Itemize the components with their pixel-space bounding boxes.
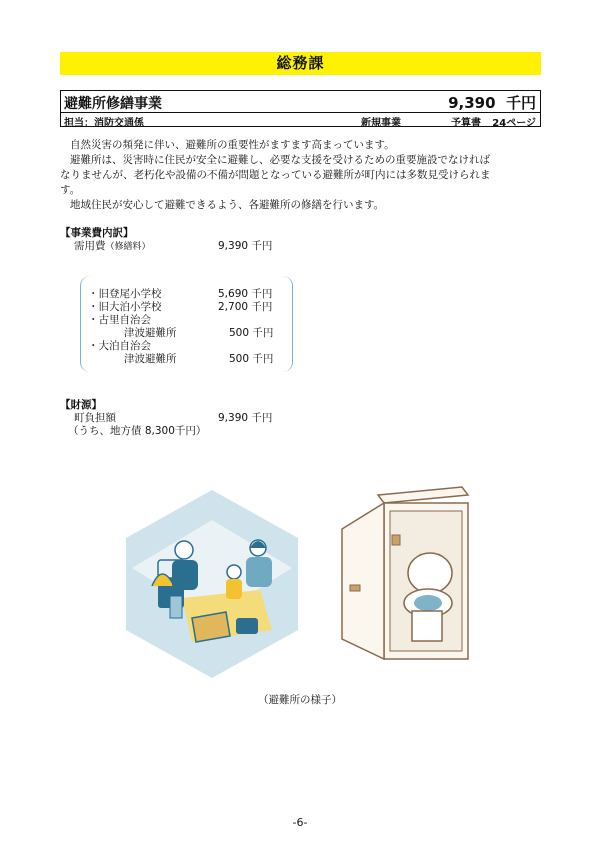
portable-toilet-illustration	[338, 485, 488, 667]
description-line: す。	[60, 184, 81, 196]
detail-label: ・旧大泊小学校	[88, 301, 162, 313]
detail-label: 津波避難所	[124, 353, 177, 365]
detail-label: ・古里自治会	[88, 314, 151, 326]
funding-heading: 【財源】	[60, 399, 102, 411]
project-title: 避難所修繕事業	[64, 96, 162, 112]
detail-amount: 2,700 千円	[218, 301, 273, 313]
breakdown-item-label: 需用費（修繕料）	[74, 240, 151, 252]
department-title: 総務課	[276, 54, 325, 72]
illustration-caption: （避難所の様子）	[258, 694, 342, 706]
funding-amount: 9,390 千円	[218, 412, 273, 424]
project-kind: 新規事業	[361, 118, 401, 129]
department-banner	[60, 52, 541, 75]
budget-page: 24ページ	[492, 118, 536, 129]
description-line: なりませんが、老朽化や設備の不備が問題となっている避難所が町内には多数見受けられま	[60, 169, 491, 181]
project-amount: 9,390 千円	[448, 94, 536, 112]
funding-label: 町負担額	[74, 412, 116, 424]
description-line: 地域住民が安心して避難できるよう、各避難所の修繕を行います。	[70, 199, 385, 211]
breakdown-heading: 【事業費内訳】	[60, 227, 134, 239]
detail-amount: 5,690 千円	[218, 288, 273, 300]
funding-note: （うち、地方債 8,300千円）	[68, 425, 207, 437]
detail-label: ・旧登尾小学校	[88, 288, 162, 300]
description-line: 避難所は、災害時に住民が安全に避難し、必要な支援を受けるための重要施設でなければ	[70, 154, 490, 166]
detail-label: ・大泊自治会	[88, 340, 151, 352]
detail-label: 津波避難所	[124, 327, 177, 339]
title-divider	[61, 112, 540, 113]
project-description	[60, 138, 545, 213]
page-number: -6-	[292, 816, 308, 829]
breakdown-item-amount: 9,390 千円	[218, 240, 273, 252]
project-owner: 担当：消防交通係	[64, 118, 144, 129]
project-title-box	[60, 90, 541, 127]
budget-ref: 予算書	[451, 118, 481, 129]
shelter-family-illustration	[122, 490, 302, 680]
description-line: 自然災害の頻発に伴い、避難所の重要性がますます高まっています。	[70, 139, 395, 151]
detail-amount: 500 千円	[229, 353, 274, 365]
detail-amount: 500 千円	[229, 327, 274, 339]
